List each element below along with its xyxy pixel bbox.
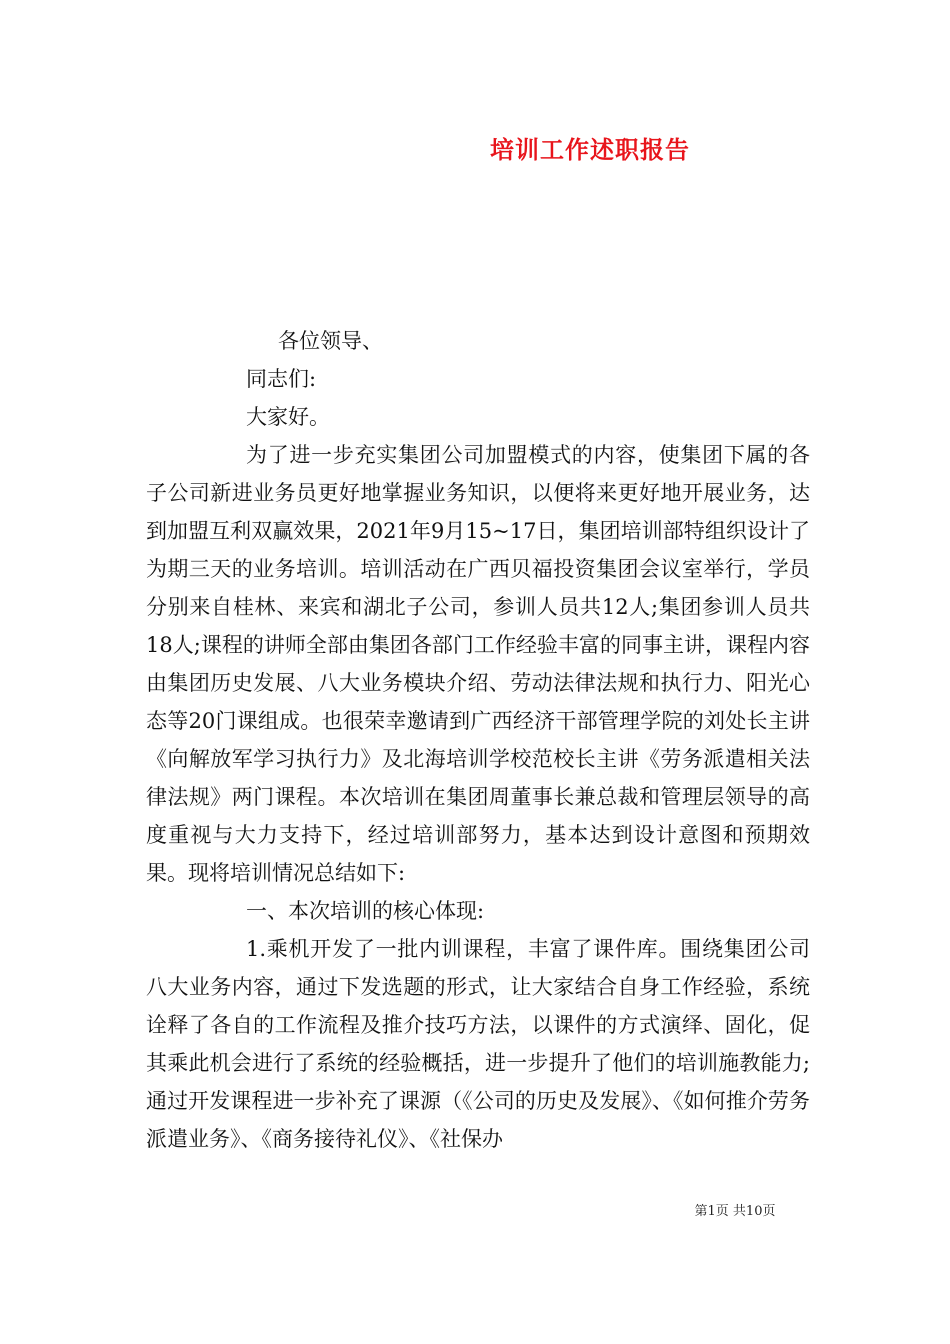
document-title: 培训工作述职报告 [490,135,690,164]
greeting-hello: 大家好。 [246,405,330,429]
greeting-leaders: 各位领导、 [278,329,383,353]
page-number-footer: 第1页 共10页 [694,1204,776,1219]
body-paragraph-intro: 为了进一步充实集团公司加盟模式的内容，使集团下属的各子公司新进业务员更好地掌握业务知识，以便将来更好地开展业务，达到加盟互利双赢效果，2021年9月15~17日，集团培训部特组织设计了为期三天的业务培训。培训活动在广西贝福投资集团会议室举行，学员分别来自桂林、来宾和湖北子公司，参训人员共12人;集团参训人员共18人;课程的讲师全部由集团各部门工作经验丰富的同事主讲，课程内容由集团历史发展、八大业务模块介绍、劳动法律法规和执行力、阳光心态等20门课组成。也很荣幸邀请到广西经济干部管理学院的刘处长主讲《向解放军学习执行力》及北海培训学校范校长主讲《劳务派遣相关法律法规》两门课程。本次培训在集团周董事长兼总裁和管理层领导的高度重视与大力支持下，经过培训部努力，基本达到设计意图和预期效果。现将培训情况总结如下: [146,443,810,885]
section-heading-core: 一、本次培训的核心体现: [246,899,485,923]
document-body [146,322,810,1158]
body-paragraph-point-1: 1.乘机开发了一批内训课程，丰富了课件库。围绕集团公司八大业务内容，通过下发选题的形式，让大家结合自身工作经验，系统诠释了各自的工作流程及推介技巧方法，以课件的方式演绎、固化，促其乘此机会进行了系统的经验概括，进一步提升了他们的培训施教能力;通过开发课程进一步补充了课源（《公司的历史及发展》、《如何推介劳务派遣业务》、《商务接待礼仪》、《社保办 [146,937,810,1151]
greeting-comrades: 同志们: [246,367,317,391]
